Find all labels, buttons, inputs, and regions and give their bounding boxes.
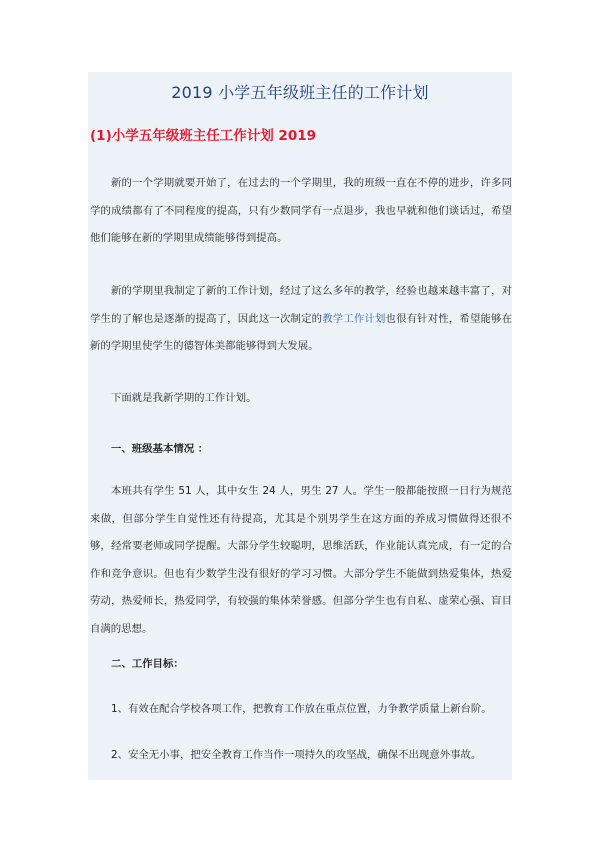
paragraph-plan	[90, 278, 512, 361]
goal-item-1: 1、有效在配合学校各项工作，把教育工作放在重点位置，力争教学质量上新台阶。	[111, 703, 492, 715]
section-heading-goals: 二、工作目标：	[111, 658, 184, 670]
goal-item-2: 2、安全无小事，把安全教育工作当作一项持久的攻坚战，确保不出现意外事故。	[111, 749, 482, 761]
paragraph-plan-text-start: 新的学期里我制定了新的工作计划，经过了这么多年的教学，经验也越来越丰富了，对学生的了解也是逐渐的提高了，因此这一次制定的	[90, 285, 512, 325]
paragraph-plan-text-end: 也很有针对性，希望能够在新的学期里使学生的德智体美都能够得到大发展。	[90, 312, 513, 353]
paragraph-class-info: 本班共有学生 51 人，其中女生 24 人，男生 27 人。学生一般都能按照一日行为规范来做，但部分学生自觉性还有待提高，尤其是个别男学生在这方面的养成习惯做得还很不够，经常要老师或同学提醒。大部分学生较聪明，思维活跃，作业能认真完成，有一定的合作和竞争意识。但也有少数学生没有很好的学习习惯。大部分学生不能做到热爱集体，热爱劳动，热爱师长，热爱同学，有较强的集体荣誉感。但部分学生也有自私、虚荣心强、盲目自满的思想。	[90, 485, 512, 635]
document-title: 2019 小学五年级班主任的工作计划	[171, 83, 429, 102]
paragraph-intro: 新的一个学期就要开始了，在过去的一个学期里，我的班级一直在不停的进步，许多同学的成绩都有了不同程度的提高，只有少数同学有一点退步，我也早就和他们谈话过，希望他们能够在新的学期里成绩能够得到提高。	[90, 177, 512, 245]
section-subtitle: (1)小学五年级班主任工作计划 2019	[90, 128, 317, 144]
teaching-plan-link[interactable]: 教学工作计划	[322, 312, 386, 325]
section-heading-class-info: 一、班级基本情况 ：	[111, 443, 209, 455]
paragraph-lead: 下面就是我新学期的工作计划。	[111, 392, 257, 404]
